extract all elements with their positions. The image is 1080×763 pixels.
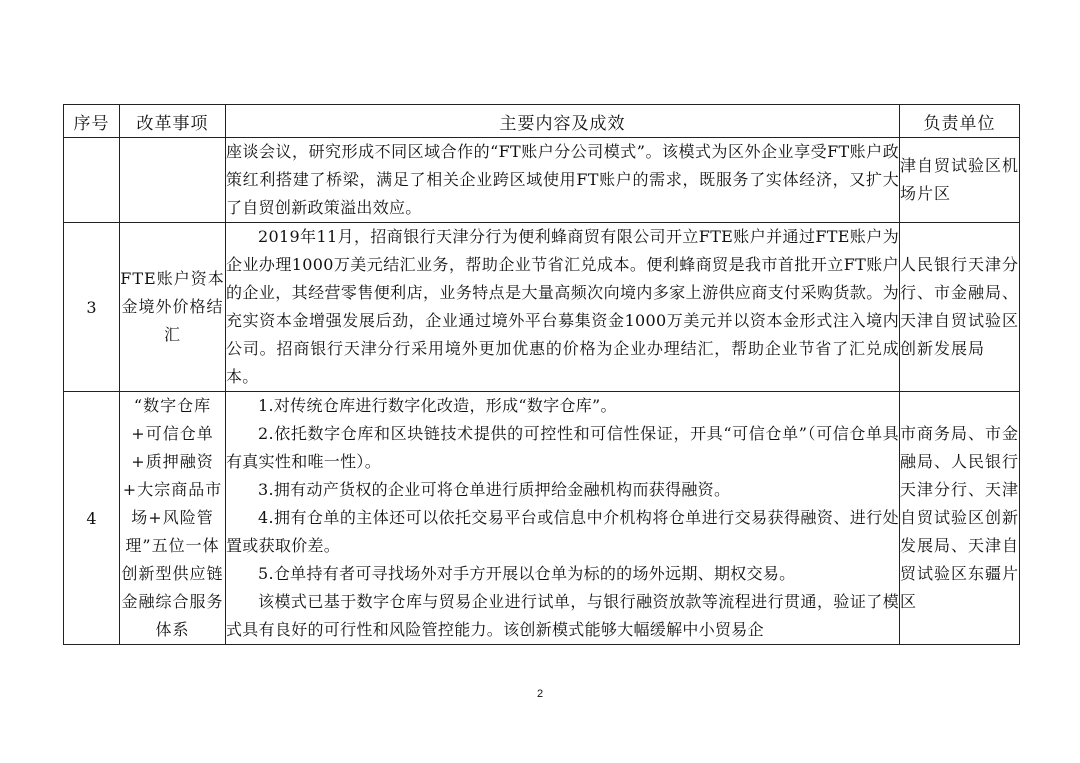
row-main-paragraph: 1.对传统仓库进行数字化改造，形成“数字仓库”。: [258, 396, 617, 415]
row-seq: [64, 138, 120, 223]
row-main-paragraph: 5.仓单持有者可寻找场外对手方开展以仓单为标的的场外远期、期权交易。: [258, 564, 796, 583]
table-row: [64, 223, 1020, 392]
header-main: 主要内容及成效: [226, 105, 900, 138]
header-unit: 负责单位: [900, 105, 1020, 138]
header-item: 改革事项: [120, 105, 226, 138]
row-main: [226, 223, 900, 392]
row-main-paragraph: 座谈会议，研究形成不同区域合作的“FT账户分公司模式”。该模式为区外企业享受FT账户政策红利搭建了桥梁，满足了相关企业跨区域使用FT账户的需求，既服务了实体经济，又扩大了自贸创新政策溢出效应。: [226, 142, 899, 217]
row-unit: 人民银行天津分行、市金融局、天津自贸试验区创新发展局: [900, 223, 1020, 392]
page-number: 2: [536, 688, 544, 700]
row-main-paragraph: 该模式已基于数字仓库与贸易企业进行试单，与银行融资放款等流程进行贯通，验证了模式具有良好的可行性和风险管控能力。该创新模式能够大幅缓解中小贸易企: [226, 592, 899, 639]
row-unit: 市商务局、市金融局、人民银行天津分行、天津自贸试验区创新发展局、天津自贸试验区东疆片区: [900, 392, 1020, 645]
row-seq: 4: [64, 392, 120, 645]
row-item: [120, 138, 226, 223]
reform-table: [63, 104, 1020, 645]
row-main: [226, 392, 900, 645]
row-main-paragraph: 2.依托数字仓库和区块链技术提供的可控性和可信性保证，开具“可信仓单”（可信仓单具有真实性和唯一性）。: [226, 424, 899, 471]
row-unit: 津自贸试验区机场片区: [900, 138, 1020, 223]
row-main-paragraph: 2019年11月，招商银行天津分行为便利蜂商贸有限公司开立FTE账户并通过FTE账户为企业办理1000万美元结汇业务，帮助企业节省汇兑成本。便利蜂商贸是我市首批开立FT账户的企业，其经营零售便利店，业务特点是大量高频次向境内多家上游供应商支付采购货款。为充实资本金增强发展后劲，企业通过境外平台募集资金1000万美元并以资本金形式注入境内公司。招商银行天津分行采用境外更加优惠的价格为企业办理结汇，帮助企业节省了汇兑成本。: [226, 227, 899, 386]
row-main-paragraph: 4.拥有仓单的主体还可以依托交易平台或信息中介机构将仓单进行交易获得融资、进行处置或获取价差。: [226, 508, 899, 555]
header-seq: 序号: [64, 105, 120, 138]
table-header-row: [64, 105, 1020, 138]
row-main-paragraph: 3.拥有动产货权的企业可将仓单进行质押给金融机构而获得融资。: [258, 480, 731, 499]
table-row: [64, 392, 1020, 645]
row-seq: 3: [64, 223, 120, 392]
table-row: [64, 138, 1020, 223]
row-main: [226, 138, 900, 223]
row-item: “数字仓库+可信仓单+质押融资+大宗商品市场+风险管理”五位一体创新型供应链金融综合服务体系: [120, 392, 226, 645]
row-item: FTE账户资本金境外价格结汇: [120, 223, 226, 392]
